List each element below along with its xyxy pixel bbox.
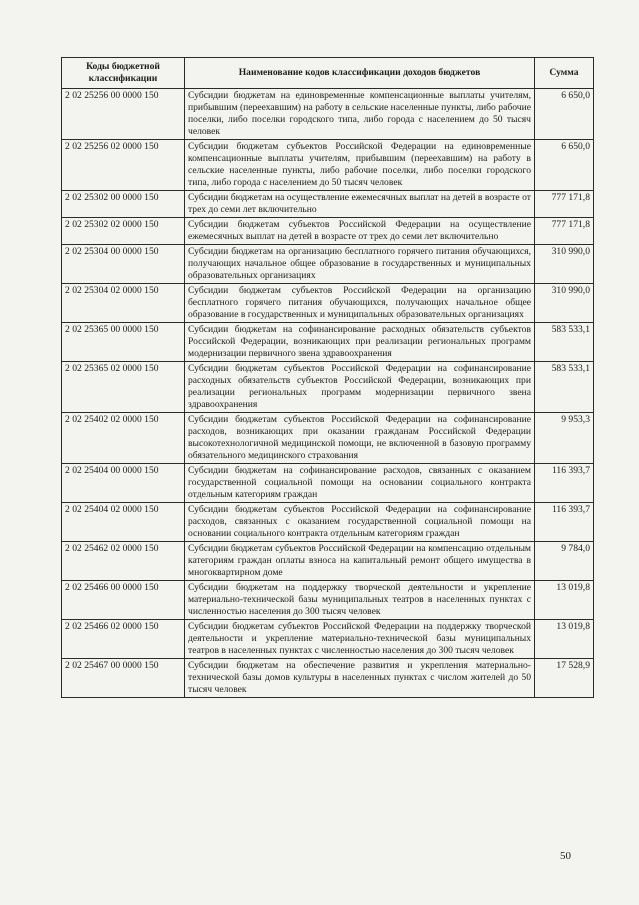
- row-name: Субсидии бюджетам на осуществление ежемесячных выплат на детей в возрасте от трех до семи лет включительно: [185, 191, 535, 218]
- row-name: Субсидии бюджетам на поддержку творческой деятельности и укрепление материально-технической базы муниципальных театров в населенных пунктах с численностью населения до 300 тысяч человек: [185, 581, 535, 620]
- page-number: 50: [560, 850, 571, 862]
- row-sum: 583 533,1: [535, 323, 594, 362]
- header-name: Наименование кодов классификации доходов бюджетов: [185, 58, 535, 89]
- table-row: [62, 413, 594, 464]
- row-name: Субсидии бюджетам на единовременные компенсационные выплаты учителям, прибывшим (переехавшим) на работу в сельские населенные пункты, либо рабочие поселки, либо поселки городского типа, либо города с населением до 50 тысяч человек: [185, 89, 535, 140]
- row-name: Субсидии бюджетам субъектов Российской Федерации на поддержку творческой деятельности и укрепление материально-технической базы муниципальных театров в населенных пунктах с численностью населения до 300 тысяч человек: [185, 620, 535, 659]
- row-code: 2 02 25365 00 0000 150: [62, 323, 185, 362]
- row-code: 2 02 25256 00 0000 150: [62, 89, 185, 140]
- table-row: [62, 362, 594, 413]
- row-name: Субсидии бюджетам субъектов Российской Федерации на единовременные компенсационные выплаты учителям, прибывшим (переехавшим) на работу в сельские населенные пункты, либо рабочие поселки, либо поселки городского типа, либо города с населением до 50 тысяч человек: [185, 140, 535, 191]
- row-sum: 17 528,9: [535, 659, 594, 698]
- table-row: [62, 542, 594, 581]
- table-row: [62, 284, 594, 323]
- table-row: [62, 89, 594, 140]
- table-row: [62, 140, 594, 191]
- budget-classification-table: [61, 57, 594, 698]
- row-sum: 116 393,7: [535, 464, 594, 503]
- row-code: 2 02 25304 00 0000 150: [62, 245, 185, 284]
- table-row: [62, 218, 594, 245]
- table-row: [62, 659, 594, 698]
- row-name: Субсидии бюджетам субъектов Российской Федерации на организацию бесплатного горячего питания обучающихся, получающих начальное общее образование в государственных и муниципальных образовательных организациях: [185, 284, 535, 323]
- row-sum: 13 019,8: [535, 581, 594, 620]
- row-sum: 777 171,8: [535, 191, 594, 218]
- row-sum: 777 171,8: [535, 218, 594, 245]
- row-sum: 6 650,0: [535, 89, 594, 140]
- row-name: Субсидии бюджетам субъектов Российской Федерации на осуществление ежемесячных выплат на детей в возрасте от трех до семи лет включительно: [185, 218, 535, 245]
- table-row: [62, 323, 594, 362]
- row-sum: 310 990,0: [535, 245, 594, 284]
- row-code: 2 02 25302 02 0000 150: [62, 218, 185, 245]
- table-row: [62, 503, 594, 542]
- row-name: Субсидии бюджетам субъектов Российской Федерации на компенсацию отдельным категориям граждан оплаты взноса на капитальный ремонт общего имущества в многоквартирном доме: [185, 542, 535, 581]
- row-sum: 9 953,3: [535, 413, 594, 464]
- table-row: [62, 245, 594, 284]
- table-row: [62, 464, 594, 503]
- header-sum: Сумма: [535, 58, 594, 89]
- table-body: [62, 89, 594, 698]
- row-code: 2 02 25304 02 0000 150: [62, 284, 185, 323]
- row-sum: 583 533,1: [535, 362, 594, 413]
- row-code: 2 02 25462 02 0000 150: [62, 542, 185, 581]
- row-name: Субсидии бюджетам на софинансирование расходных обязательств субъектов Российской Федерации, возникающих при реализации региональных программ модернизации первичного звена здравоохранения: [185, 323, 535, 362]
- table-row: [62, 620, 594, 659]
- table-row: [62, 191, 594, 218]
- row-name: Субсидии бюджетам на софинансирование расходов, связанных с оказанием государственной социальной помощи на основании социального контракта отдельным категориям граждан: [185, 464, 535, 503]
- row-code: 2 02 25365 02 0000 150: [62, 362, 185, 413]
- row-code: 2 02 25404 02 0000 150: [62, 503, 185, 542]
- row-sum: 9 784,0: [535, 542, 594, 581]
- row-name: Субсидии бюджетам субъектов Российской Федерации на софинансирование расходных обязательств субъектов Российской Федерации, возникающих при реализации региональных программ модернизации первичного звена здравоохранения: [185, 362, 535, 413]
- row-name: Субсидии бюджетам на организацию бесплатного горячего питания обучающихся, получающих начальное общее образование в государственных и муниципальных образовательных организациях: [185, 245, 535, 284]
- row-sum: 13 019,8: [535, 620, 594, 659]
- header-code: Коды бюджетной классификации: [62, 58, 185, 89]
- row-code: 2 02 25256 02 0000 150: [62, 140, 185, 191]
- row-sum: 6 650,0: [535, 140, 594, 191]
- row-sum: 116 393,7: [535, 503, 594, 542]
- row-name: Субсидии бюджетам субъектов Российской Федерации на софинансирование расходов, возникающих при оказании гражданам Российской Федерации высокотехнологичной медицинской помощи, не включенной в базовую программу обязательного медицинского страхования: [185, 413, 535, 464]
- table-header-row: [62, 58, 594, 89]
- row-sum: 310 990,0: [535, 284, 594, 323]
- row-name: Субсидии бюджетам субъектов Российской Федерации на софинансирование расходов, связанных с оказанием государственной социальной помощи на основании социального контракта отдельным категориям граждан: [185, 503, 535, 542]
- row-code: 2 02 25302 00 0000 150: [62, 191, 185, 218]
- row-code: 2 02 25466 02 0000 150: [62, 620, 185, 659]
- row-code: 2 02 25467 00 0000 150: [62, 659, 185, 698]
- row-name: Субсидии бюджетам на обеспечение развития и укрепления материально-технической базы домов культуры в населенных пунктах с числом жителей до 50 тысяч человек: [185, 659, 535, 698]
- table-row: [62, 581, 594, 620]
- row-code: 2 02 25402 02 0000 150: [62, 413, 185, 464]
- row-code: 2 02 25466 00 0000 150: [62, 581, 185, 620]
- row-code: 2 02 25404 00 0000 150: [62, 464, 185, 503]
